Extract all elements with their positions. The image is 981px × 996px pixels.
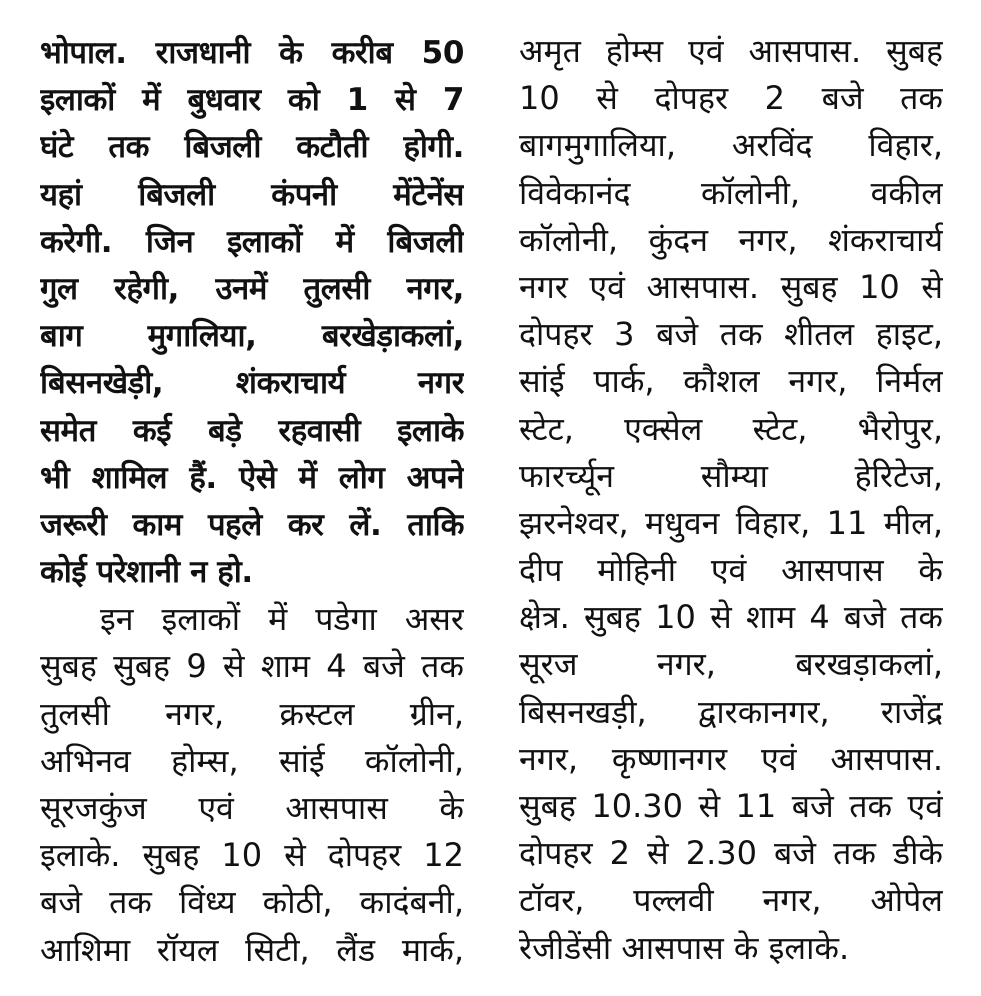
body-line: विवेकानंद कॉलोनी, वकील: [519, 173, 943, 212]
body-line: दीप मोहिनी एवं आसपास के: [519, 551, 943, 590]
body-line: स्टेट, एक्सेल स्टेट, भैरोपुर,: [519, 409, 943, 448]
body-line: सूरज नगर, बरखड़ाकलां,: [519, 645, 943, 684]
body-line: झरनेश्वर, मधुवन विहार, 11 मील,: [519, 503, 943, 542]
body-line: 10 से दोपहर 2 बजे तक: [519, 79, 943, 118]
lead-line: बाग मुगालिया, बरखेड़ाकलां,: [40, 318, 464, 355]
lead-paragraph: [40, 30, 464, 596]
body-line: रेजीडेंसी आसपास के इलाके.: [519, 928, 850, 967]
lead-line: कोई परेशानी न हो.: [40, 554, 253, 591]
body-line: सुबह सुबह 9 से शाम 4 बजे तक: [40, 647, 464, 686]
lead-line: घंटे तक बिजली कटौती होगी.: [40, 129, 464, 166]
right-body-text: [519, 28, 943, 972]
subheading-line: इन इलाकों में पडेगा असर: [100, 600, 464, 639]
body-line: सांई पार्क, कौशल नगर, निर्मल: [519, 362, 943, 401]
lead-line: भोपाल. राजधानी के करीब 50: [40, 35, 464, 71]
left-body-text: [40, 596, 464, 974]
body-line: क्षेत्र. सुबह 10 से शाम 4 बजे तक: [519, 598, 943, 637]
body-line: नगर एवं आसपास. सुबह 10 से: [519, 267, 943, 306]
body-line: फारर्च्यून सौम्या हेरिटेज,: [519, 456, 943, 495]
lead-line: यहां बिजली कंपनी मेंटेनेंस: [40, 176, 464, 213]
lead-line: इलाकों में बुधवार को 1 से 7: [40, 82, 464, 119]
lead-line: गुल रहेगी, उनमें तुलसी नगर,: [40, 270, 464, 307]
left-column: [40, 0, 464, 996]
body-line: अमृत होम्स एवं आसपास. सुबह: [519, 32, 943, 70]
lead-line: करेगी. जिन इलाकों में बिजली: [40, 223, 464, 260]
body-line: बिसनखड़ी, द्वारकानगर, राजेंद्र: [519, 692, 943, 731]
lead-line: समेत कई बड़े रहवासी इलाके: [40, 412, 464, 449]
body-line: टॉवर, पल्लवी नगर, ओपेल: [519, 881, 943, 920]
body-line: अभिनव होम्स, सांई कॉलोनी,: [40, 741, 464, 780]
body-line: कॉलोनी, कुंदन नगर, शंकराचार्य: [519, 220, 943, 259]
body-line: बजे तक विंध्य कोठी, कादंबनी,: [40, 883, 464, 922]
body-line: नगर, कृष्णानगर एवं आसपास.: [519, 739, 943, 778]
body-line: सुबह 10.30 से 11 बजे तक एवं: [519, 787, 943, 825]
right-column: [519, 0, 943, 996]
body-line: इलाके. सुबह 10 से दोपहर 12: [40, 836, 464, 875]
body-line: आशिमा रॉयल सिटी, लैंड मार्क,: [40, 930, 464, 969]
lead-line: जरूरी काम पहले कर लें. ताकि: [40, 506, 464, 543]
body-line: तुलसी नगर, क्रस्टल ग्रीन,: [40, 694, 464, 733]
body-line: बागमुगालिया, अरविंद विहार,: [519, 126, 943, 165]
body-line: दोपहर 2 से 2.30 बजे तक डीके: [519, 834, 943, 873]
body-line: सूरजकुंज एवं आसपास के: [40, 789, 464, 827]
body-line: दोपहर 3 बजे तक शीतल हाइट,: [519, 315, 943, 354]
lead-line: बिसनखेड़ी, शंकराचार्य नगर: [40, 365, 464, 402]
lead-line: भी शामिल हैं. ऐसे में लोग अपने: [40, 459, 464, 496]
